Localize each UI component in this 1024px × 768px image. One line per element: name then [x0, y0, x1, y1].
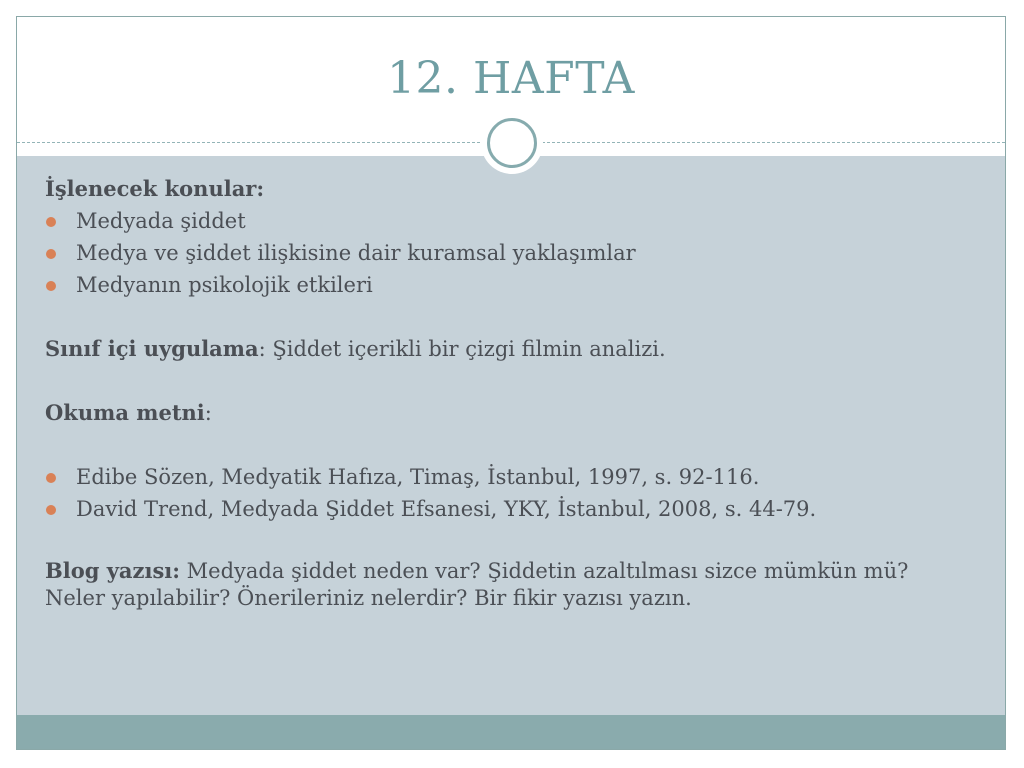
blog-text: Medyada şiddet neden var? Şiddetin azaltılması sizce mümkün mü? Neler yapılabilir? Önerileriniz nelerdir? Bir fikir yazısı yazın. [45, 559, 909, 610]
class-activity-text: : Şiddet içerikli bir çizgi filmin analizi. [258, 337, 666, 361]
reading-label: Okuma metni [45, 400, 205, 425]
class-activity-label: Sınıf içi uygulama [45, 336, 259, 361]
blog-label: Blog yazısı: [45, 558, 180, 583]
topics-list [45, 205, 975, 301]
list-item: Medya ve şiddet ilişkisine dair kuramsal yaklaşımlar [45, 237, 975, 269]
class-activity [45, 333, 975, 365]
slide-content [45, 173, 975, 612]
reading-heading [45, 397, 975, 429]
list-item: David Trend, Medyada Şiddet Efsanesi, YKY, İstanbul, 2008, s. 44-79. [45, 493, 975, 525]
topics-heading: İşlenecek konular: [45, 176, 265, 201]
reading-list [45, 461, 975, 525]
footer-bar [17, 715, 1005, 749]
list-item: Medyanın psikolojik etkileri [45, 269, 975, 301]
list-item: Edibe Sözen, Medyatik Hafıza, Timaş, İstanbul, 1997, s. 92-116. [45, 461, 975, 493]
blog-assignment [45, 557, 975, 612]
list-item: Medyada şiddet [45, 205, 975, 237]
circle-ornament-icon [487, 118, 537, 168]
slide [16, 16, 1006, 750]
slide-title: 12. HAFTA [387, 53, 635, 104]
reading-suffix: : [204, 401, 212, 425]
